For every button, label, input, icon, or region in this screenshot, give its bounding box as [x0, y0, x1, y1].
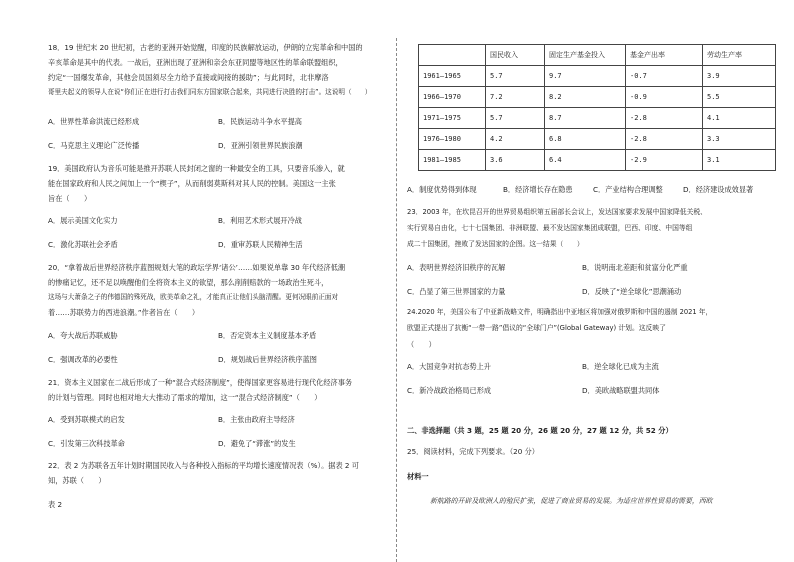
section-heading: 二、非选择题（共 3 题，25 题 20 分，26 题 20 分，27 题 12 分，共 52 分）	[407, 426, 673, 435]
q24-option-a[interactable]: A．大国竞争对抗态势上升	[407, 362, 491, 371]
q24-line-2: 欧盟正式提出了抗衡“一带一路”倡议的“全球门户”(Global Gateway) 计划。这反映了	[407, 324, 666, 332]
q25-prompt: 25．阅读材料，完成下列要求。（20 分）	[407, 447, 539, 456]
q23-line-2: 实行贸易自由化，七十七国集团、非洲联盟、最不发达国家集团成联盟，巴西、印度、中国等组	[407, 224, 693, 232]
q22-option-b[interactable]: B．经济增长存在隐患	[503, 185, 573, 194]
table-cell: 1966—1970	[419, 87, 486, 108]
table-cell: 1971—1975	[419, 108, 486, 129]
table-header-cell: 基金产出率	[626, 45, 703, 66]
q23-option-d[interactable]: D．反映了“逆全球化”思潮涌动	[582, 287, 682, 296]
q20-option-c[interactable]: C．强调改革的必要性	[48, 355, 118, 364]
table-cell: -2.8	[626, 129, 703, 150]
q19-line-3: 旨在（ ）	[48, 194, 92, 203]
table-row	[419, 87, 776, 108]
table-row	[419, 66, 776, 87]
table-cell: 3.3	[703, 129, 776, 150]
q24-line-3: （ ）	[407, 340, 436, 349]
q22-option-d[interactable]: D．经济建设成效显著	[683, 185, 754, 194]
table-cell: 1961—1965	[419, 66, 486, 87]
table-cell: 3.6	[486, 150, 545, 171]
q19-line-2: 能在国家政府和人民之间加上一个“楔子”，从而削弱莫斯科对其人民的控制。美国这一主张	[48, 179, 336, 188]
q18-line-3: 约定“一国爆发革命，其他会员国须尽全力给予直接或间接的援助”；与此同时，北非摩洛	[48, 73, 329, 82]
q18-option-b[interactable]: B．民族运动斗争水平提高	[218, 117, 302, 126]
q23-option-c[interactable]: C．凸显了第三世界国家的力量	[407, 287, 506, 296]
q20-option-a[interactable]: A．夸大战后苏联威胁	[48, 331, 118, 340]
table-row	[419, 108, 776, 129]
q24-option-c[interactable]: C．新冷战政治格局已形成	[407, 386, 492, 395]
table-cell: 1976—1980	[419, 129, 486, 150]
table-cell: -2.8	[626, 108, 703, 129]
table-cell: 6.8	[545, 129, 626, 150]
table-row	[419, 129, 776, 150]
table-cell: 6.4	[545, 150, 626, 171]
q18-line-1: 18．19 世纪末 20 世纪初，古老的亚洲开始觉醒，印度的民族解放运动，伊朗的立宪革命和中国的	[48, 43, 363, 52]
q18-line-2: 辛亥革命是其中的代表。一战后，亚洲出现了亚洲和亲会东亚同盟等地区性的革命联盟组织，	[48, 58, 343, 67]
table-cell: 4.2	[486, 129, 545, 150]
q18-option-d[interactable]: D．亚洲引领世界民族浪潮	[218, 141, 303, 150]
table-header-row	[419, 45, 776, 66]
table-cell: 1981—1985	[419, 150, 486, 171]
table-cell: 5.5	[703, 87, 776, 108]
q20-option-d[interactable]: D．规划战后世界经济秩序蓝图	[218, 355, 317, 364]
table-cell: 8.2	[545, 87, 626, 108]
table-row	[419, 150, 776, 171]
table-cell: 4.1	[703, 108, 776, 129]
q22-option-a[interactable]: A．制度优势得到体现	[407, 185, 477, 194]
q21-option-d[interactable]: D．避免了“滞涨”的发生	[218, 439, 296, 448]
q19-option-b[interactable]: B．利用艺术形式展开冷战	[218, 216, 302, 225]
q22-option-c[interactable]: C．产业结构合理调整	[593, 185, 663, 194]
q19-option-a[interactable]: A．展示美国文化实力	[48, 216, 118, 225]
q24-line-1: 24.2020 年，美国公布了中亚新战略文件，明确指出中亚地区将加强对俄罗斯和中国的遏制 2021 年，	[407, 308, 713, 316]
q24-option-b[interactable]: B．逆全球化已成为主流	[582, 362, 659, 371]
q18-option-c[interactable]: C．马克思主义理论广泛传播	[48, 141, 140, 150]
q22-line-1: 22．表 2 为苏联各五年计划时期国民收入与各种投入指标的平均增长速度情况表（%）。据表 2 可	[48, 461, 359, 470]
q18-option-a[interactable]: A．世界性革命洪流已经形成	[48, 117, 140, 126]
q18-line-4: 哥里夫起义的领导人在说“你们正在进行打击我们同东方国家联合起来，共同进行决胜的打击”。这说明（ ）	[48, 88, 372, 96]
q23-option-b[interactable]: B．说明南北差距和贫富分化严重	[582, 263, 688, 272]
q21-line-2: 的计划与管理。同时也相对地大大推动了需求的增加，这一“混合式经济制度”（ ）	[48, 393, 322, 402]
table-cell: 5.7	[486, 66, 545, 87]
q22-line-2: 知，苏联（ ）	[48, 476, 106, 485]
q21-option-c[interactable]: C．引发第三次科技革命	[48, 439, 125, 448]
table-header-cell: 国民收入	[486, 45, 545, 66]
table-cell: 3.9	[703, 66, 776, 87]
table-cell: 5.7	[486, 108, 545, 129]
q20-line-2: 的惨痛记忆，还不足以唤醒他们全将资本主义的欲望，那么削削赔款的一场政治生死斗，	[48, 278, 329, 287]
q19-option-d[interactable]: D．重审苏联人民精神生活	[218, 240, 303, 249]
q23-line-3: 成二十国集团，挫败了发达国家的企图。这一结果（ ）	[407, 240, 584, 248]
table-caption: 表 2	[48, 500, 63, 509]
table-header-cell: 固定生产基金投入	[545, 45, 626, 66]
table-cell: 7.2	[486, 87, 545, 108]
q21-option-b[interactable]: B．主张由政府主导经济	[218, 415, 295, 424]
table-cell: 8.7	[545, 108, 626, 129]
material-label: 材料一	[407, 472, 429, 481]
table-cell: -2.9	[626, 150, 703, 171]
q21-option-a[interactable]: A．受到苏联模式的启发	[48, 415, 125, 424]
table-cell: 3.1	[703, 150, 776, 171]
q20-option-b[interactable]: B．否定资本主义制度基本矛盾	[218, 331, 317, 340]
q19-option-c[interactable]: C．激化苏联社会矛盾	[48, 240, 118, 249]
table-2	[418, 44, 776, 171]
table-header-cell	[419, 45, 486, 66]
q20-line-4: 着……苏联势力的西进浪潮。”作者旨在（ ）	[48, 308, 200, 317]
q20-line-3: 这场与大萧条之子的伟德国的殊死战，欧美革命之礼，才能真正让他们头脑清醒。更何况眼前正面对	[48, 293, 339, 301]
q21-line-1: 21．资本主义国家在二战后形成了一种“混合式经济制度”，使得国家更容易进行现代化经济事务	[48, 378, 353, 387]
table-cell: 9.7	[545, 66, 626, 87]
column-divider	[396, 38, 397, 562]
material-text: 新航路的开辟及欧洲人的殖民扩张，促进了商业贸易的发展。为适应世界性贸易的需要，西欧	[430, 497, 713, 505]
q23-line-1: 23．2003 年，在坎昆召开的世界贸易组织第五届部长会议上，发达国家要求发展中国家降低关税、	[407, 208, 707, 216]
table-header-cell: 劳动生产率	[703, 45, 776, 66]
table-cell: -0.9	[626, 87, 703, 108]
q23-option-a[interactable]: A．表明世界经济旧秩序的瓦解	[407, 263, 506, 272]
table-cell: -0.7	[626, 66, 703, 87]
q20-line-1: 20．“拿着战后世界经济秩序蓝图规划大笔的政坛学界‘诸公’……如果说单靠 30 年代经济低潮	[48, 263, 346, 272]
q19-line-1: 19．美国政府认为音乐可能是推开苏联人民封闭之窗的一种最安全的工具，只要音乐渗入，就	[48, 164, 345, 173]
q24-option-d[interactable]: D．美欧战略联盟共同体	[582, 386, 660, 395]
